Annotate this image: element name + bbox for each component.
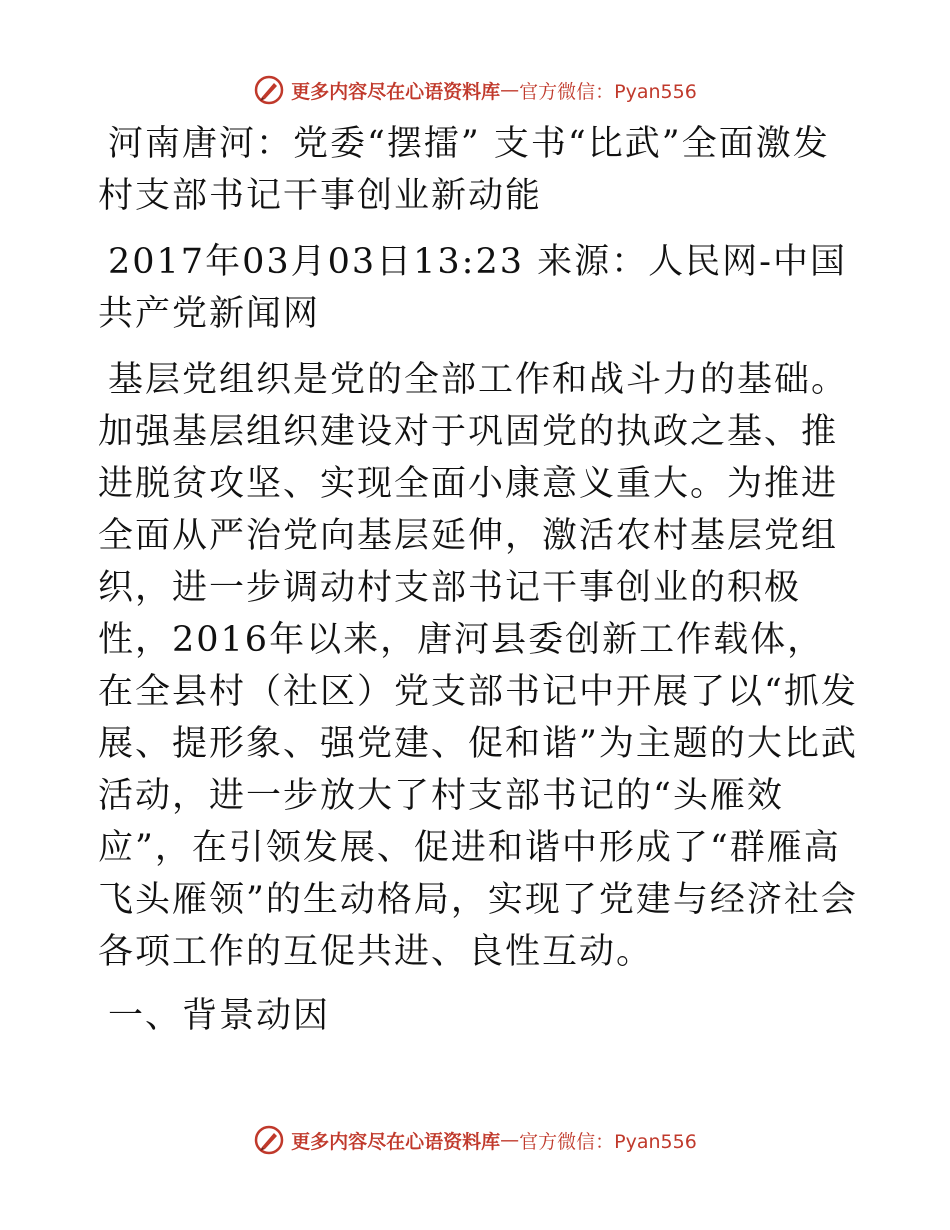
section-heading: 一、背景动因 — [108, 996, 331, 1036]
watermark-brand-text: 更多内容尽在心语资料库 — [291, 1130, 501, 1153]
pen-logo-icon — [253, 1124, 285, 1156]
article-body — [98, 118, 858, 1042]
watermark-wechat-text: 官方微信：Pyan556 — [519, 1130, 697, 1153]
pen-logo-icon — [253, 74, 285, 106]
article-title: 河南唐河：党委“摆擂” 支书“比武”全面激发村支部书记干事创业新动能 — [98, 124, 830, 216]
watermark-separator: — — [500, 79, 520, 101]
article-paragraph: 基层党组织是党的全部工作和战斗力的基础。加强基层组织建设对于巩固党的执政之基、推进脱贫攻坚、实现全面小康意义重大。为推进全面从严治党向基层延伸，激活农村基层党组织，进一步调动村支部书记干事创业的积极性，2016年以来，唐河县委创新工作载体，在全县村（社区）党支部书记中开展了以“抓发展、提形象、强党建、促和谐”为主题的大比武活动，进一步放大了村支部书记的“头雁效应”，在引领发展、促进和谐中形成了“群雁高飞头雁领”的生动格局，实现了党建与经济社会各项工作的互促共进、良性互动。 — [98, 360, 858, 972]
watermark-brand-text: 更多内容尽在心语资料库 — [291, 80, 501, 103]
article-dateline: 2017年03月03日13:23 来源：人民网-中国共产党新闻网 — [98, 242, 847, 334]
watermark-separator: — — [500, 1129, 520, 1151]
watermark-wechat-text: 官方微信：Pyan556 — [519, 80, 697, 103]
header-watermark — [0, 70, 950, 110]
footer-watermark — [0, 1120, 950, 1160]
